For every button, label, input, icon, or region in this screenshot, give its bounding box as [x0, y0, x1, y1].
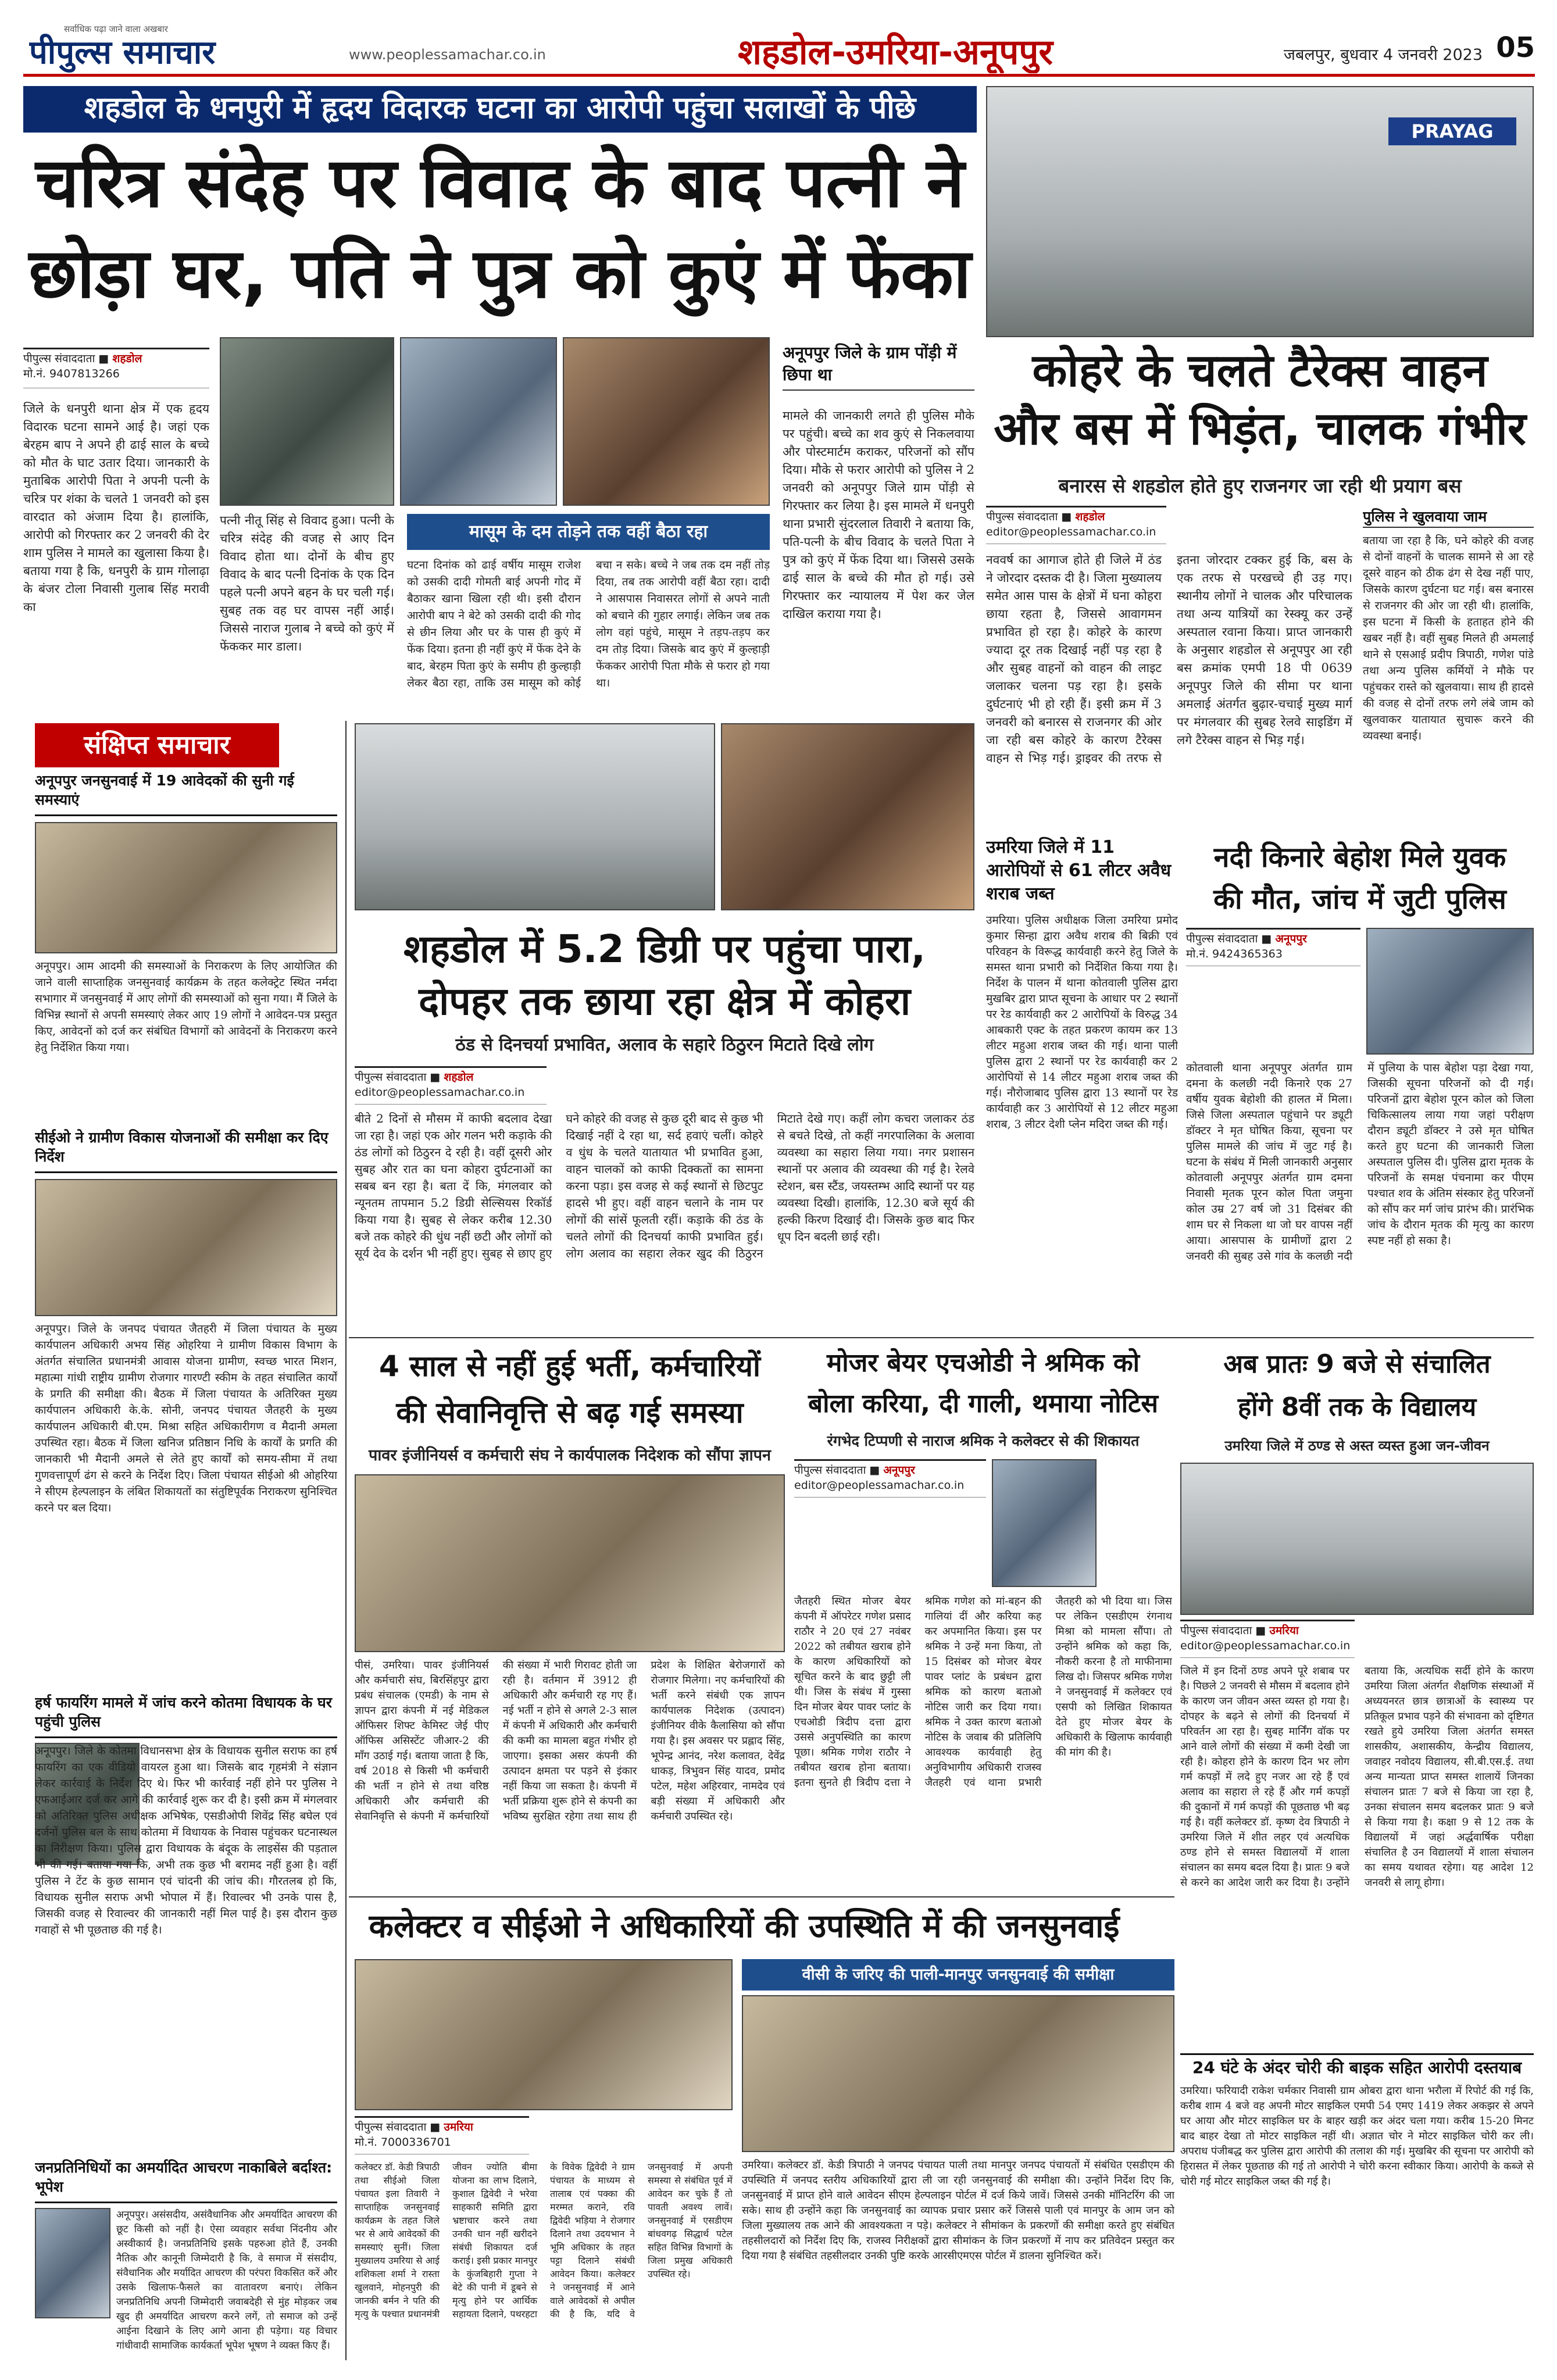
- cold-headline-1: शहडोल में 5.2 डिग्री पर पहुंचा पारा,: [403, 927, 926, 971]
- lead-col-2: पत्नी नीतू सिंह से विवाद हुआ। पत्नी के चरित्र संदेह की वजह से आए दिन विवाद होता था। दोनों के बीच हुए विवाद के बाद पत्नी दिनांक के एक दिन पहले पत्नी अपने बहन के घर चली गई। सुबह तक वह घर वापस नहीं आई। जिससे नाराज गुलाब ने बच्चे को कुएं में फेंककर मार डाला।: [220, 513, 394, 653]
- masthead-tagline: सर्वाधिक पढ़ा जाने वाला अखबार: [64, 24, 168, 34]
- moser-subhead: रंगभेद टिप्पणी से नाराज श्रमिक ने कलेक्टर से की शिकायत: [827, 1432, 1140, 1449]
- byline-place: शहडोल: [1075, 510, 1105, 523]
- photo-bonfire: [721, 723, 974, 910]
- school-byline: पीपुल्स संवाददाता ■ उमरिया editor@peoplessamachar.co.in: [1180, 1620, 1355, 1658]
- column-rule: [345, 721, 347, 2360]
- photo-worker: [992, 1459, 1097, 1587]
- school-headline-1: अब प्रातः 9 बजे से संचालित: [1223, 1349, 1491, 1379]
- cold-subhead: ठंड से दिनचर्या प्रभावित, अलाव के सहारे ठिठुरन मिटाते दिखे लोग: [455, 1035, 874, 1055]
- bus-headline-1: कोहरे के चलते टैरेक्स वाहन: [1032, 345, 1488, 397]
- bus-name-sign: PRAYAG: [1388, 117, 1516, 145]
- bus-side-head: पुलिस ने खुलवाया जाम: [1363, 507, 1534, 528]
- cold-byline: पीपुल्स संवाददाता ■ शहडोल editor@peoplessamachar.co.in: [355, 1066, 547, 1105]
- theft-headline: 24 घंटे के अंदर चोरी की बाइक सहित आरोपी दस्तयाब: [1180, 2053, 1534, 2079]
- school-subhead: उमरिया जिले में ठण्ड से अस्त व्यस्त हुआ जन-जीवन: [1224, 1438, 1490, 1454]
- bus-side-body: बताया जा रहा है कि, घने कोहरे की वजह से दोनों वाहनों के चालक सामने से आ रहे दूसरे वाहन को ठीक ढंग से देख नहीं पाए, जिसके कारण दुर्घटना घट गई। बस बनारस से राजनगर की ओर जा रही थी। हालांकि, इस घटना में किसी के हताहत होने की खबर नहीं है। वहीं सुबह मिलते ही अमलाई थाने से एसआई प्रदीप त्रिपाठी, गणेश पांडे तथा अन्य पुलिस कर्मियों ने मौके पर पहुंचकर रास्ते को खुलवाया। साथ ही हादसे की वजह से दोनों तरफ लगे लंबे जाम को खुलवाकर यातायात सुचारू करने की व्यवस्था बनाई।: [1363, 534, 1534, 742]
- lead-photo-caption: मासूम के दम तोड़ने तक वहीं बैठा रहा: [407, 514, 770, 550]
- brief-2-head: सीईओ ने ग्रामीण विकास योजनाओं की समीक्षा कर दिए निर्देश: [35, 1128, 337, 1173]
- river-body: कोतवाली थाना अनूपपुर अंतर्गत ग्राम दमना के कलछी नदी किनारे एक 27 वर्षीय युवक बेहोशी की हालत में मिला। जिसे जिला अस्पताल पहुंचाने पर ड्यूटी डॉक्टर ने मृत घोषित किया, सूचना पर पुलिस मामले की जांच में जुट गई है। घटना के संबंध में मिली जानकारी अनुसार कोतवाली अनूपपुर अंतर्गत ग्राम दमना निवासी मृतक पूरन कोल पिता जमुना कोल उम्र 27 वर्ष जो 31 दिसंबर की शाम घर से निकला था जो घर वापस नहीं आया। आसपास के ग्रामीणों द्वारा 2 जनवरी की सुबह उसे गांव के कलछी नदी में पुलिया के पास बेहोश पड़ा देखा गया, जिसकी सूचना परिजनों को दी गई। परिजनों द्वारा बेहोश पूरन कोल को जिला चिकित्सालय लाया गया जहां परीक्षण दौरान ड्यूटी डॉक्टर ने उसे मृत घोषित करते हुए घटना की जानकारी जिला अस्पताल पुलिस दी। पुलिस द्वारा मृतक के परिजनों के समक्ष पंचनामा कर पीएम पश्चात शव के अंतिम संस्कार हेतु परिजनों को सौंप कर मर्ग जांच प्रारंभ की। प्रारंभिक जांच के दौरान मृतक की मृत्यु का कारण स्पष्ट नहीं हो सका है।: [1186, 1062, 1534, 1263]
- school-body: जिले में इन दिनों ठण्ड अपने पूरे शबाब पर है। पिछले 2 जनवरी से मौसम में बदलाव होने के कारण जन जीवन अस्त व्यस्त हो गया है। दोपहर के बढ़ने से लोगों की दिनचर्या में परिवर्तन आ रहा है। सुबह मार्निंग वॉक पर आने वाले लोगों की संख्या में कमी देखी जा रही है। कोहरा होने के कारण दिन भर लोग गर्म कपड़ों में लदे हुए नजर आ रहे हैं एवं अलाव का सहारा ले रहे हैं और गर्म कपड़ों की दुकानों में गर्म कपड़ों की पूछताछ भी बढ़ गई है। वहीं कलेक्टर डॉ. कृष्ण देव त्रिपाठी ने उमरिया जिले में शीत लहर एवं अत्यधिक ठण्ड होने से समस्त विद्यालयों में शाला संचालन का समय बदल दिया है। प्रातः 9 बजे से करने का आदेश जारी कर दिया है। उन्होंने बताया कि, अत्यधिक सर्दी होने के कारण उमरिया जिला अंतर्गत शैक्षणिक संस्थाओं में अध्ययनरत छात्र छात्राओं के स्वास्थ्य पर प्रतिकूल प्रभाव पड़ने की संभावना को दृष्टिगत रखते हुये उमरिया जिला अंतर्गत समस्त शासकीय, अशासकीय, केन्द्रीय विद्यालय, जवाहर नवोदय विद्यालय, सी.बी.एस.ई. तथा अन्य मान्यता प्राप्त समस्त शालायें जिनका संचालन प्रातः 7 बजे से किया जा रहा है, उनका संचालन समय बदलकर प्रातः 9 बजे से किया गया है। कक्षा 9 से 12 तक के विद्यालयों में जहां अर्द्धवार्षिक परीक्षा संचालित है उन विद्यालयों में शाला संचालन का समय यथावत रहेगा। यह आदेश 12 जनवरी से लागू होगा।: [1180, 1665, 1534, 1889]
- moser-byline: पीपुल्स संवाददाता ■ अनूपपुर editor@peoplessamachar.co.in: [794, 1459, 986, 1498]
- river-headline-2: की मौत, जांच में जुटी पुलिस: [1213, 883, 1506, 916]
- jansunwai-byline: पीपुल्स संवाददाता ■ उमरिया मो.नं. 7000336701: [355, 2116, 529, 2154]
- byline-place: अनूपपुर: [883, 1464, 915, 1477]
- photo-vc-review: [742, 1995, 1174, 2152]
- lead-col-1: जिले के धनपुरी थाना क्षेत्र में एक हृदय विदारक घटना सामने आई है। जहां एक बेरहम बाप ने अपने ही ढाई साल के बच्चे को मौत के घाट उतार दिया। जानकारी के मुताबिक आरोपी पिता ने अपनी पत्नी के चरित्र पर शंका के चलते 1 जनवरी को इस वारदात को अंजाम दिया है। हालांकि, आरोपी को गिरफ्तार कर 2 जनवरी की देर शाम पुलिस ने मामले का खुलासा किया है। बताया गया है कि, धनपुरी के ग्राम गोलाढ़ा के बंजर टोला निवासी गुलाब सिंह मरावी का: [23, 402, 209, 614]
- section-rule: [349, 1896, 1174, 1897]
- photo-bus-accident: [986, 86, 1534, 337]
- photo-accused: [220, 337, 394, 506]
- liquor-headline: उमरिया जिले में 11 आरोपियों से 61 लीटर अवैध शराब जब्त: [986, 837, 1172, 904]
- photo-jansunwai: [355, 1959, 733, 2110]
- recruit-subhead: पावर इंजीनियर्स व कर्मचारी संघ ने कार्यपालक निदेशक को सौंपा ज्ञापन: [369, 1446, 771, 1464]
- moser-body: जैतहरी स्थित मोजर बेयर कंपनी में ऑपरेटर गणेश प्रसाद राठौर ने 20 एवं 27 नवंबर 2022 को तबीयत खराब होने के कारण अधिकारियों को सूचित करने के बाद छुट्टी ली थी। जिस के संबंध में गुस्सा दिन मोजर बेयर पावर प्लांट के एचओडी त्रिदीप दत्ता द्वारा उससे अनुपस्थिति का कारण पूछा। श्रमिक गणेश राठौर ने तबीयत खराब होना बताया। इतना सुनते ही त्रिदीप दत्ता ने श्रमिक गणेश को मां-बहन की गालियां दीं और करिया कह कर अपमानित किया। इस पर श्रमिक ने उन्हें मना किया, तो 15 दिसंबर को मोजर बेयर पावर प्लांट के प्रबंधन द्वारा श्रमिक को कारण बताओ नोटिस जारी कर दिया गया। श्रमिक ने उक्त कारण बताओ नोटिस के जवाब की प्रतिलिपि आवश्यक कार्यवाही हेतु अनुविभागीय अधिकारी राजस्व जैतहरी एवं थाना प्रभारी जैतहरी को भी दिया था। जिस पर लेकिन एसडीएम रंगनाथ मिश्रा को मामला सौंपा। तो उन्होंने श्रमिक को कहा कि, नौकरी करना है तो माफीनामा लिख दो। जिसपर श्रमिक गणेश ने जनसुनवाई में कलेक्टर एवं एसपी को लिखित शिकायत देते हुए मोजर बेयर के अधिकारी के खिलाफ कार्यवाही की मांग की है।: [794, 1595, 1172, 1789]
- byline-name: पीपुल्स संवाददाता: [986, 510, 1058, 523]
- school-headline-2: होंगे 8वीं तक के विद्यालय: [1237, 1392, 1477, 1422]
- cold-body: बीते 2 दिनों से मौसम में काफी बदलाव देखा जा रहा है। जहां एक ओर गलन भरी कड़ाके की ठंड लोगों को ठिठुरन दे रही है। वहीं दूसरी ओर सुबह और रात का घना कोहरा दुर्घटनाओं का सबब बन रहा है। बता दें कि, मंगलवार को न्यूनतम तापमान 5.2 डिग्री सेल्सियस रिकॉर्ड किया गया है। सुबह से लेकर करीब 12.30 बजे तक कोहरे की धुंध नहीं छटी और लोगों को सूर्य देव के दर्शन भी नहीं हुए। सुबह से छाए हुए घने कोहरे की वजह से कुछ दूरी बाद से कुछ भी दिखाई नहीं दे रहा था, सर्द हवाएं चलीं। कोहरे व धुंध के चलते यातायात भी प्रभावित हुआ, वाहन चालकों को काफी दिक्कतों का सामना करना पड़ा। इस वजह से कई स्थानों से छिटपुट हादसे भी हुए। वहीं वाहन चलाने के नाम पर लोगों की सांसें फूलती रहीं। कड़ाके की ठंड के चलते लोगों की दिनचर्या काफी प्रभावित हुई। लोग अलाव का सहारा लेकर खुद की ठिठुरन मिटाते देखे गए। कहीं लोग कचरा जलाकर ठंड से बचते दिखे, तो कहीं नगरपालिका के अलावा व्यवस्था का सहारा लिया गया। नगर प्रशासन स्थानों पर अलाव की व्यवस्था की गई है। रेलवे स्टेशन, बस स्टैंड, जयस्तम्भ आदि स्थानों पर यह व्यवस्था दिखी। हालांकि, 12.30 बजे सूर्य की हल्की किरण दिखाई दी। जिसके कुछ बाद फिर धूप दिन बदली छाई रही।: [355, 1112, 974, 1260]
- byline-email[interactable]: editor@peoplessamachar.co.in: [1180, 1639, 1351, 1652]
- photo-brief-2: [35, 1179, 337, 1316]
- page-number: 05: [1496, 31, 1535, 64]
- brief-3-head: हर्ष फायरिंग मामले में जांच करने कोतमा विधायक के घर पहुंची पुलिस: [35, 1693, 337, 1738]
- byline-mobile: मो.नं. 7000336701: [355, 2136, 451, 2149]
- river-byline: पीपुल्स संवाददाता ■ अनूपपुर मो.नं. 9424365363: [1186, 928, 1360, 966]
- masthead: [23, 23, 1535, 77]
- section-title: शहडोल-उमरिया-अनूपपुर: [738, 32, 1053, 73]
- lead-headline-2: छोड़ा घर, पति ने पुत्र को कुएं में फेंका: [28, 233, 972, 313]
- bus-byline: पीपुल्स संवाददाता ■ शहडोल editor@peoplessamachar.co.in: [986, 506, 1166, 544]
- vc-body: उमरिया। कलेक्टर डॉ. केडी त्रिपाठी ने जनपद पंचायत पाली तथा मानपुर जनपद पंचायतों में संबंधित एसडीएम की उपस्थिति में जनपद स्तरीय अधिकारियों द्वारा ली जा रही जनसुनवाई की समीक्षा की। उन्होंने निर्देश दिए कि, जनसुनवाई में प्राप्त होने वाले आवेदन सीएम हेल्पलाइन पोर्टल में दर्ज किये जावें। जिससे उनकी मॉनिटरिंग की जा सके। साथ ही उन्होंने कहा कि जनसुनवाई का व्यापक प्रचार प्रसार करें जिससे पाली एवं मानपुर के आम जन को जिला मुख्यालय तक आने की आवश्यकता न पड़े। कलेक्टर ने सीमांकन के प्रकरणों की समीक्षा करते हुए संबंधित तहसीलदारों को निर्देश दिए कि, राजस्व निरीक्षकों द्वारा सीमांकन के जिन प्रकरणों में नाप कर प्रतिवेदन प्रस्तुत कर दिया गया है संबंधित तहसीलदार उनकी पुष्टि करके आरसीएमएस पोर्टल में डालना सुनिश्चित करें।: [742, 2159, 1174, 2262]
- masthead-url[interactable]: www.peoplessamachar.co.in: [349, 47, 546, 63]
- byline-place: शहडोल: [112, 352, 142, 365]
- byline-place: उमरिया: [444, 2121, 473, 2134]
- byline-email[interactable]: editor@peoplessamachar.co.in: [986, 526, 1156, 538]
- brief-2-body: अनूपपुर। जिले के जनपद पंचायत जैतहरी में जिला पंचायत के मुख्य कार्यपालन अधिकारी अभय सिंह ओहरिया ने ग्रामीण विकास विभाग के अंतर्गत संचालित प्रधानमंत्री आवास योजना ग्रामीण, स्वच्छ भारत मिशन, महात्मा गांधी राष्ट्रीय ग्रामीण रोजगार गारण्टी स्कीम के तहत संचालित कार्यों के प्रगति की समीक्षा की। बैठक में जिला पंचायत के अतिरिक्त मुख्य कार्यपालन अधिकारी के.के. सोनी, जनपद पंचायत जैतहरी के मुख्य कार्यपालन अधिकारी बी.एम. मिश्रा सहित अधिकारीगण व मैदानी अमला उपस्थित रहा। बैठक में जिला खनिज प्रतिष्ठान निधि के कार्यों के प्रगति की जानकारी भी मैदानी अमले से लेते हुए कार्यों को समय-सीमा में तथा गुणवत्तापूर्ण ढंग से करने के निर्देश दिए। जिला पंचायत सीईओ श्री ओहरिया ने सीएम हेल्पलाइन के लंबित शिकायतों का संतुष्टिपूर्वक निराकरण सुनिश्चित करने पर बल दिया।: [35, 1323, 337, 1514]
- lead-byline: पीपुल्स संवाददाता ■ शहडोल मो.नं. 9407813266: [23, 348, 209, 388]
- bus-body: नववर्ष का आगाज होते ही जिले में ठंड ने जोरदार दस्तक दी है। जिला मुख्यालय समेत आस पास के क्षेत्रों में घना कोहरा छाया रहता है, जिससे आवागमन प्रभावित हो रहा है। कोहरे के कारण ज्यादा दूर तक दिखाई नहीं पड़ रहा है और सुबह वाहनों को वाहन की लाइट जलाकर चलना पड़ रहा है। इसके दुर्घटनाएं भी हो रही हैं। इसी क्रम में 3 जनवरी को बनारस से राजनगर की ओर जा रही बस कोहरे के कारण टैरेक्स वाहन से भिड़ गई। ड्राइवर की तरफ से इतना जोरदार टक्कर हुई कि, बस के एक तरफ से परखच्चे ही उड़ गए। स्थानीय लोगों ने चालक और परिचालक तथा अन्य यात्रियों का रेस्क्यू कर उन्हें अस्पताल रवाना किया। प्राप्त जानकारी के अनुसार शहडोल से अनूपपुर आ रही बस क्रमांक एमपी 18 पी 0639 अनूपपुर जिले की सीमा पर थाना अमलाई अंतर्गत बुढ़ार-चचाई मुख्य मार्ग पर मंगलवार की सुबह रेलवे साइडिंग में लगे टैरेक्स वाहन से भिड़ गई।: [986, 553, 1352, 765]
- dateline: जबलपुर, बुधवार 4 जनवरी 2023: [1283, 46, 1483, 64]
- byline-place: शहडोल: [444, 1071, 474, 1084]
- lead-kicker: शहडोल के धनपुरी में हृदय विदारक घटना का आरोपी पहुंचा सलाखों के पीछे: [23, 86, 977, 133]
- liquor-body: उमरिया। पुलिस अधीक्षक जिला उमरिया प्रमोद कुमार सिन्हा द्वारा अवैध शराब की बिक्री एवं परिवहन के विरूद्ध कार्यवाही करने हेतु जिले के समस्त थाना प्रभारी को निर्देशित किया गया है। निर्देश के पालन में थाना कोतवाली पुलिस द्वारा मुखबिर द्वारा प्राप्त सूचना के आधार पर 2 स्थानों पर रेड कार्यवाही कर 2 आरोपियों के विरुद्ध 34 आबकारी एक्ट के तहत प्रकरण कायम कर 13 लीटर महुआ शराब जब्त की गई। थाना पाली पुलिस द्वारा 2 स्थानों पर रेड कार्यवाही कर 2 आरोपियों से 14 लीटर महुआ शराब जब्त की गई। नौरोजाबाद पुलिस द्वारा 13 स्थानों पर रेड कार्यवाही कर 3 आरोपियों से 12 लीटर महुआ शराब, 3 लीटर देशी प्लेन मदिरा जब्त की गई।: [986, 914, 1178, 1131]
- bus-subhead: बनारस से शहडोल होते हुए राजनगर जा रही थी प्रयाग बस: [1058, 474, 1462, 497]
- section-rule: [349, 1337, 1534, 1338]
- river-headline-1: नदी किनारे बेहोश मिले युवक: [1213, 841, 1506, 874]
- bus-headline-2: और बस में भिड़ंत, चालक गंभीर: [994, 403, 1526, 455]
- byline-email[interactable]: editor@peoplessamachar.co.in: [355, 1086, 525, 1099]
- lead-body-below: घटना दिनांक को ढाई वर्षीय मासूम राजेश को उसकी दादी गोमती बाई अपनी गोद में बैठाकर खाना खिला रही थी। इसी दौरान आरोपी बाप ने बेटे को उसकी दादी की गोद से छीन लिया और घर के पास ही कुएं में फेंक दिया। इतना ही नहीं कुएं में फेंक देने के बाद, बेरहम पिता कुएं के समीप ही कुल्हाड़ी लेकर बैठा रहा, ताकि उस मासूम को कोई बचा न सके। बच्चे ने जब तक दम नहीं तोड़ दिया, तब तक आरोपी वहीं बैठा रहा। दादी ने आसपास निवासरत लोगों से अपने नाती को बचाने की गुहार लगाई। लेकिन जब तक लोग वहां पहुंचे, मासूम ने तड़प-तड़प कर दम तोड़ दिया। जिसके बाद कुएं में कुल्हाड़ी फेंककर आरोपी पिता मौके से फरार हो गया था।: [407, 559, 770, 689]
- lead-side-head: अनूपपुर जिले के ग्राम पोंड़ी में छिपा था: [783, 342, 974, 391]
- byline-mobile: मो.नं. 9407813266: [23, 367, 120, 380]
- moser-headline-1: मोजर बेयर एचओडी ने श्रमिक को: [826, 1348, 1140, 1378]
- photo-brief-4: [35, 2208, 110, 2318]
- brief-1-body: अनूपपुर। आम आदमी की समस्याओं के निराकरण के लिए आयोजित की जाने वाली साप्ताहिक जनसुनवाई कार्यक्रम के तहत कलेक्ट्रेट स्थित नर्मदा सभागार में जनसुनवाई में आए लोगों की समस्याओं को सुना गया। मैं जिले के विभिन्न स्थानों से अपनी समस्याएं लेकर आए 19 लोगों ने आवेदन-पत्र प्रस्तुत किए, आवेदनों को दर्ज कर संबंधित विभागों को आवेदनों के निराकरण करने हेतु निर्देशित किया गया।: [35, 960, 337, 1054]
- lead-side-body: मामले की जानकारी लगते ही पुलिस मौके पर पहुंची। बच्चे का शव कुएं से निकलवाया और पोस्टमार्टम कराकर, परिजनों को सौंप दिया। मौके से फरार आरोपी को पुलिस ने 2 जनवरी को अनूपपुर जिले ग्राम पोंड़ी से गिरफ्तार कर लिया है। इस मामले में धनपुरी थाना प्रभारी सुंदरलाल तिवारी ने बताया कि, पति-पत्नी के बीच विवाद के चलते पिता ने पुत्र को कुएं में फेंक दिया था। जिससे उसके ढाई साल के बच्चे की मौत हो गई। उसे गिरफ्तार कर न्यायालय में पेश कर जेल दाखिल कराया गया है।: [783, 409, 974, 621]
- photo-well: [563, 337, 770, 506]
- byline-mobile: मो.नं. 9424365363: [1186, 948, 1283, 960]
- byline-name: पीपुल्स संवाददाता: [1180, 1624, 1252, 1637]
- photo-foggy-street: [355, 723, 715, 910]
- brief-box-title: संक्षिप्त समाचार: [35, 723, 279, 767]
- byline-name: पीपुल्स संवाददाता: [794, 1464, 866, 1477]
- recruit-headline-2: की सेवानिवृत्ति से बढ़ गई समस्या: [396, 1396, 744, 1430]
- cold-headline-2: दोपहर तक छाया रहा क्षेत्र में कोहरा: [419, 979, 910, 1024]
- brief-1-head: अनूपपुर जनसुनवाई में 19 आवेदकों की सुनी गई समस्याएं: [35, 771, 337, 816]
- brief-4-body: अनूपपुर। असंसदीय, असंवैधानिक और अमर्यादित आचरण की छूट किसी को नहीं है। ऐसा व्यवहार सर्वथा निंदनीय और अस्वीकार्य है। जनप्रतिनिधि इसके पहरुआ होते हैं, उनकी नैतिक और कानूनी जिम्मेदारी है कि, वे समाज में संसदीय, संवैधानिक और मर्यादित आचरण की परंपरा विकसित करें और उसके खिलाफ-फैसले का वातावरण बनाएं। लेकिन जनप्रतिनिधि अपनी जिम्मेदारी जवाबदेही से मुंह मोड़कर जब खुद ही अमर्यादित आचरण करने लगें, तो समाज को उन्हें आईना दिखाने के लिए आगे आना ही पड़ेगा। यह विचार गांधीवादी सामाजिक कार्यकर्ता भूपेश भूषण ने व्यक्त किए हैं।: [116, 2209, 337, 2352]
- lead-headline-1: चरित्र संदेह पर विवाद के बाद पत्नी ने: [35, 142, 965, 223]
- byline-place: उमरिया: [1269, 1624, 1299, 1637]
- photo-memorandum: [355, 1474, 785, 1652]
- photo-river-victim: [1366, 928, 1534, 1055]
- moser-headline-2: बोला करिया, दी गाली, थमाया नोटिस: [808, 1389, 1158, 1418]
- photo-brief-1: [35, 822, 337, 953]
- vc-caption: वीसी के जरिए की पाली-मानपुर जनसुनवाई की समीक्षा: [742, 1959, 1174, 1991]
- brief-4-head: जनप्रतिनिधियों का अमर्यादित आचरण नाकाबिले बर्दाश्त: भूपेश: [35, 2158, 337, 2203]
- theft-body: उमरिया। फरियादी राकेश चर्मकार निवासी ग्राम ओबरा द्वारा थाना भरौला में रिपोर्ट की गई कि, करीब शाम 4 बजे वह अपनी मोटर साइकिल एमपी 54 एमए 1419 लेकर अकझर से अपने घर आया और मोटर साइकिल घर के बाहर खड़ी कर अंदर चला गया। करीब 15-20 मिनट बाद बाहर देखा तो मोटर साइकिल नहीं थी। अज्ञात चोर ने मोटर साइकिल चोरी कर ली। अपराध पंजीबद्ध कर पुलिस द्वारा आरोपी की तलाश की गई। मुखबिर की सूचना पर आरोपी को हिरासत में लेकर पूछताछ की गई तो आरोपी ने चोरी करना स्वीकार किया। आरोपी के कब्जे से चोरी गई मोटर साइकिल जब्त की गई है।: [1180, 2085, 1534, 2188]
- brief-3-body: अनूपपुर। जिले के कोतमा विधानसभा क्षेत्र के विधायक सुनील सराफ का हर्ष फायरिंग का एक वीडियो वायरल हुआ था। जिसके बाद गृहमंत्री ने संज्ञान लेकर कार्रवाई के निर्देश दिए थे। फिर भी कार्रवाई नहीं होने पर पुलिस ने एफआईआर दर्ज कर आगे की कार्रवाई शुरू कर दी है। इसी क्रम में मंगलवार को अतिरिक्त पुलिस अधीक्षक अभिषेक, एसडीओपी शिवेंद्र सिंह बघेल एवं दर्जनों पुलिस बल के साथ कोतमा में विधायक के निवास पहुंचकर घटनास्थल का निरीक्षण किया। पुलिस द्वारा विधायक के बंदूक के लाइसेंस की पड़ताल भी की गई। बताया गया कि, अभी तक कुछ भी बरामद नहीं हुआ है। वहीं पुलिस ने टेंट के कुछ सामान एवं चांदनी की जांच की। गौरतलब हो कि, विधायक सुनील सराफ अभी भोपाल में हैं। रिवाल्वर भी उनके पास है, जिसकी वजह से रिवाल्वर की जानकारी नहीं मिल पाई है। इस दौरान कुछ गवाहों से भी पूछताछ की गई है।: [35, 1745, 337, 1936]
- byline-name: पीपुल्स संवाददाता: [23, 352, 95, 365]
- photo-child: [400, 337, 557, 506]
- jansunwai-headline: कलेक्टर व सीईओ ने अधिकारियों की उपस्थिति में की जनसुनवाई: [369, 1907, 1120, 1945]
- recruit-headline-1: 4 साल से नहीं हुई भर्ती, कर्मचारियों: [379, 1349, 760, 1383]
- byline-name: पीपुल्स संवाददाता: [355, 1071, 427, 1084]
- jansunwai-body: कलेक्टर डॉ. केडी त्रिपाठी तथा सीईओ जिला पंचायत इला तिवारी ने साप्ताहिक जनसुनवाई कार्यक्रम के तहत जिले भर से आये आवेदकों की समस्याएं सुनीं। जिला मुख्यालय उमरिया से आई शशिकला शर्मा ने रास्ता खुलवाने, मोहनपुरी की जानकी बर्मन ने पति की मृत्यु के पश्चात प्रधानमंत्री जीवन ज्योति बीमा योजना का लाभ दिलाने, कुशाल द्विवेदी ने भरेवा साहकारी समिति द्वारा भ्रष्टाचार करने तथा उनकी धान नहीं खरीदने संबंधी शिकायत दर्ज कराई। इसी प्रकार मानपुर के कुंजबिहारी गुप्ता ने बेटे की पानी में डूबने से मृत्यु होने पर आर्थिक सहायता दिलाने, पथरहटा के विवेक द्विवेदी ने ग्राम पंचायत के माध्यम से तालाब एवं पक्का की मरम्मत कराने, रवि द्विवेदी भड़िया ने रोजगार दिलाने तथा उदयभान ने भूमि अधिकार के तहत पट्टा दिलाने संबंधी आवेदन किया। कलेक्टर ने जनसुनवाई में आने वाले आवेदकों से अपील की है कि, यदि वे जनसुनवाई में अपनी समस्या से संबंधित पूर्व में आवेदन कर चुके हैं तो पावती अवश्य लावें। जनसुनवाई में एसडीएम बांधवगढ़ सिद्धार्थ पटेल सहित विभिन्न विभागों के जिला प्रमुख अधिकारी उपस्थित रहे।: [355, 2161, 733, 2320]
- masthead-logo: पीपुल्स समाचार: [29, 34, 216, 72]
- recruit-body: पीसं, उमरिया। पावर इंजीनियर्स और कर्मचारी संघ, बिरसिंहपुर द्वारा प्रबंध संचालक (एमडी) के नाम से ज्ञापन द्वारा कंपनी में नई मेडिकल ऑफिसर शिफ्ट केमिस्ट जेई पीए ऑफिस असिस्टेंट जीआर-2 की माँग उठाई गई। बताया जाता है कि, वर्ष 2018 से किसी भी कर्मचारी की भर्ती न होने से तथा वरिष्ठ अधिकारी और कर्मचारी की सेवानिवृत्ति से कंपनी में कर्मचारियों की संख्या में भारी गिरावट होती जा रही है। वर्तमान में 3912 ही अधिकारी और कर्मचारी रह गए हैं। नई भर्ती न होने से अगले 2-3 साल में कंपनी में अधिकारी और कर्मचारी की कमी का मामला बहुत गंभीर हो जाएगा। इसका असर कंपनी की उत्पादन क्षमता पर पड़ने से इंकार नहीं किया जा सकता है। कंपनी में भर्ती प्रक्रिया शुरू होने से कंपनी का भविष्य सुरक्षित रहेगा तथा साथ ही प्रदेश के शिक्षित बेरोजगारों को रोजगार मिलेगा। नए कर्मचारियों की भर्ती करने संबंधी एक ज्ञापन कार्यपालक निदेशक (उत्पादन) इंजीनियर वीके कैलासिया को सौंपा गया है। इस अवसर पर प्रह्लाद सिंह, भूपेन्द्र आनंद, नरेश कलावत, देवेंद्र धाकड़, त्रिभुवन सिंह यादव, प्रमोद पटेल, महेश अहिरवार, नामदेव एवं बड़ी संख्या में अधिकारी और कर्मचारी उपस्थित रहे।: [355, 1659, 785, 1822]
- byline-name: पीपुल्स संवाददाता: [355, 2121, 427, 2134]
- byline-name: पीपुल्स संवाददाता: [1186, 932, 1258, 945]
- photo-foggy-road: [1180, 1463, 1534, 1615]
- byline-place: अनूपपुर: [1275, 932, 1307, 945]
- byline-email[interactable]: editor@peoplessamachar.co.in: [794, 1479, 965, 1492]
